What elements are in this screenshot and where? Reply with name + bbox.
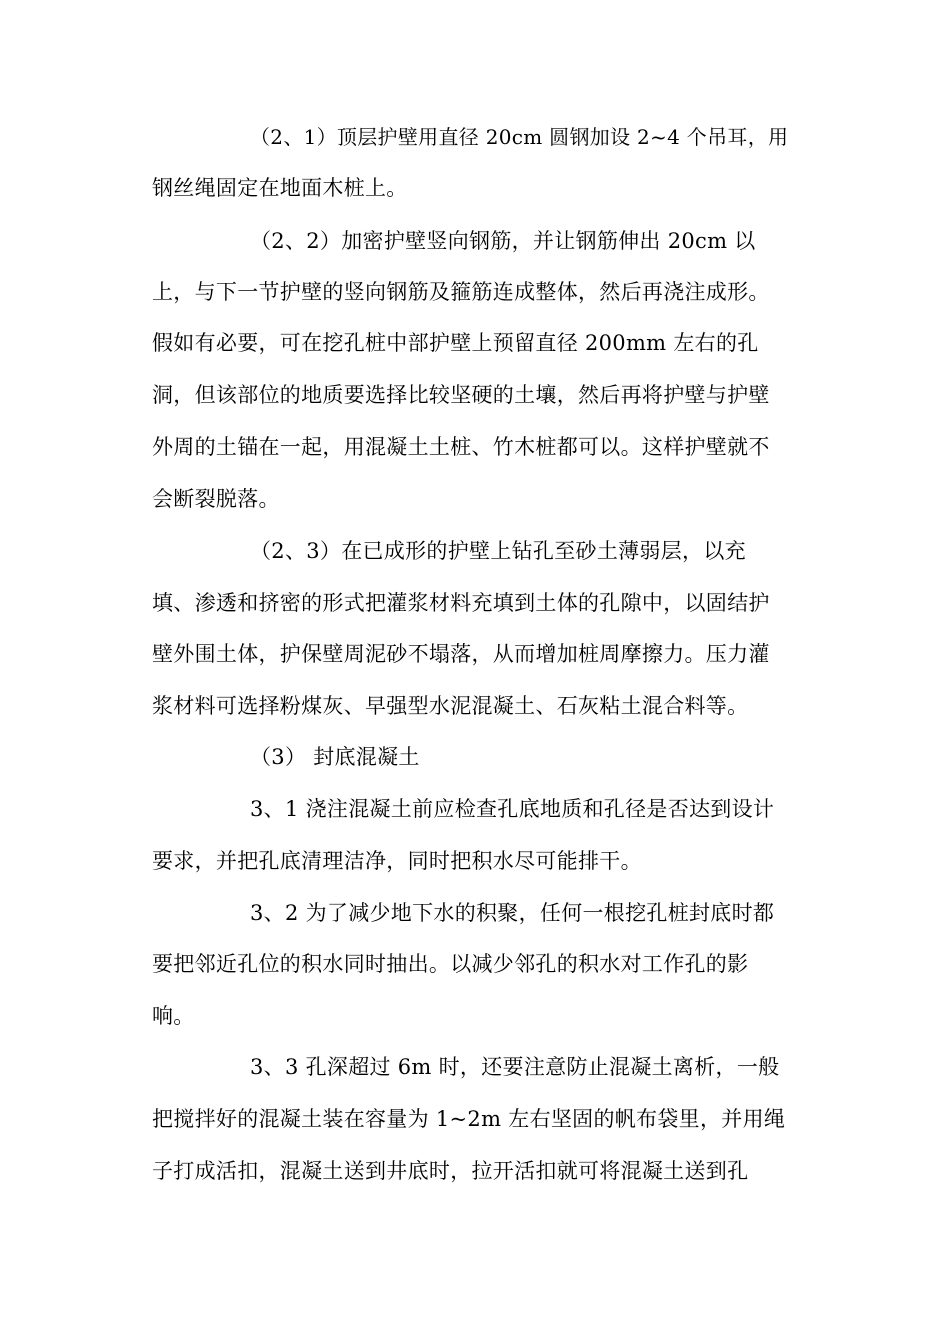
text-line-7: 外周的土锚在一起，用混凝土土桩、竹木桩都可以。这样护壁就不 <box>152 435 770 459</box>
text-line-16: 3、2 为了减少地下水的积聚，任何一根挖孔桩封底时都 <box>250 901 775 925</box>
text-line-14: 3、1 浇注混凝土前应检查孔底地质和孔径是否达到设计 <box>250 797 775 821</box>
text-line-20: 把搅拌好的混凝土装在容量为 1~2m 左右坚固的帆布袋里，并用绳 <box>152 1107 786 1131</box>
text-line-10: 填、渗透和挤密的形式把灌浆材料充填到土体的孔隙中，以固结护 <box>152 591 770 615</box>
text-line-2: 钢丝绳固定在地面木桩上。 <box>152 176 408 200</box>
text-line-1: （2、1）顶层护壁用直径 20cm 圆钢加设 2~4 个吊耳，用 <box>250 125 789 149</box>
section-heading: （3） 封底混凝土 <box>250 745 420 769</box>
text-line-4: 上，与下一节护壁的竖向钢筋及箍筋连成整体，然后再浇注成形。 <box>152 280 770 304</box>
text-line-19: 3、3 孔深超过 6m 时，还要注意防止混凝土离析，一般 <box>250 1055 780 1079</box>
text-line-17: 要把邻近孔位的积水同时抽出。以减少邻孔的积水对工作孔的影 <box>152 952 749 976</box>
text-line-3: （2、2）加密护壁竖向钢筋，并让钢筋伸出 20cm 以 <box>250 229 756 253</box>
text-line-9: （2、3）在已成形的护壁上钻孔至砂土薄弱层，以充 <box>250 539 746 563</box>
text-line-18: 响。 <box>152 1004 195 1028</box>
text-line-8: 会断裂脱落。 <box>152 487 280 511</box>
text-line-15: 要求，并把孔底清理洁净，同时把积水尽可能排干。 <box>152 849 642 873</box>
text-line-21: 子打成活扣，混凝土送到井底时，拉开活扣就可将混凝土送到孔 <box>152 1159 749 1183</box>
text-line-6: 洞，但该部位的地质要选择比较坚硬的土壤，然后再将护壁与护壁 <box>152 383 770 407</box>
text-line-11: 壁外围土体，护保壁周泥砂不塌落，从而增加桩周摩擦力。压力灌 <box>152 642 770 666</box>
text-line-12: 浆材料可选择粉煤灰、早强型水泥混凝土、石灰粘土混合料等。 <box>152 694 749 718</box>
text-line-5: 假如有必要，可在挖孔桩中部护壁上预留直径 200mm 左右的孔 <box>152 331 759 355</box>
